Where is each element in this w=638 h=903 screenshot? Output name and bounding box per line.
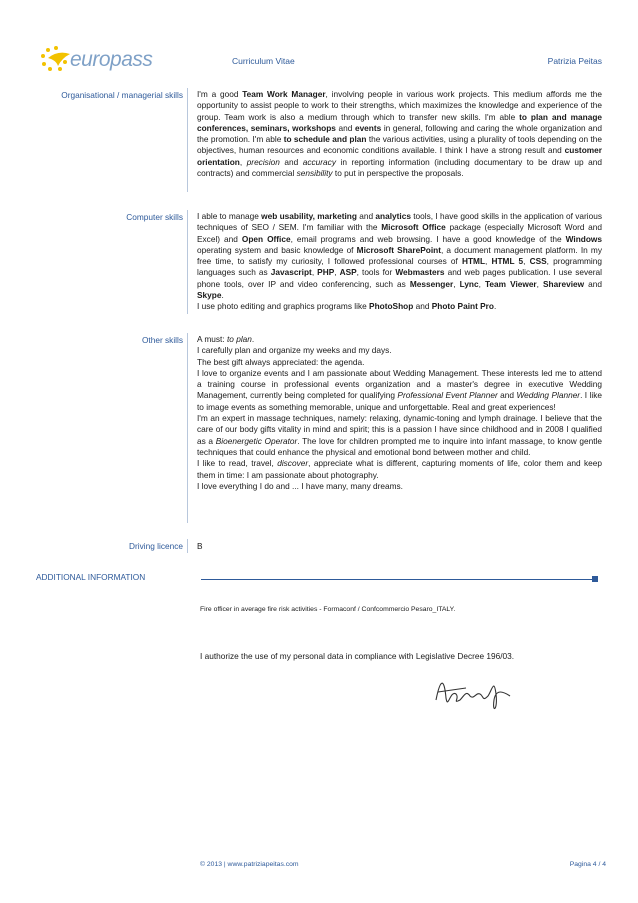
section-divider: [187, 88, 188, 192]
driving-licence-value: B: [197, 541, 203, 551]
footer-copyright: © 2013 | www.patriziapeitas.com: [200, 861, 299, 868]
additional-info-rule: [201, 579, 595, 580]
header-title: Curriculum Vitae: [232, 56, 295, 66]
computer-skills-text: I able to manage web usability, marketing and analytics tools, I have good skills in the application of various techniques of SEO / SEM. I'm familiar with the Microsoft Office package (especially Microsoft Word and Excel) and Open Office, email programs and web browsing. I have a good knowledge of the Windows operating system and basic knowledge of Microsoft SharePoint, a document management platform. In my free time, to satisfy my curiosity, I followed professional courses of HTML, HTML 5, CSS, programming languages such as Javascript, PHP, ASP, tools for Webmasters and web pages publication. I use several phone tools, over IP and video conferencing, such as Messenger, Lync, Team Viewer, Shareview and Skype. I use photo editing and graphics programs like PhotoShop and Photo Paint Pro.: [197, 211, 602, 312]
additional-info-heading: ADDITIONAL INFORMATION: [36, 572, 146, 582]
header-name: Patrizia Peitas: [547, 56, 602, 66]
section-divider: [187, 210, 188, 314]
org-skills-label: Organisational / managerial skills: [61, 90, 183, 100]
computer-skills-label: Computer skills: [126, 212, 183, 222]
europass-logo-text: europass: [70, 48, 153, 71]
org-skills-text: I'm a good Team Work Manager, involving people in various work projects. This medium affords me the opportunity to assist people to work to their strengths, which maximizes the knowledge and experience of the group. Team work is also a medium through which to transfer new skills. I'm able to plan and manage conferences, seminars, workshops and events in general, following and caring the whole organization and the promotion. I'm able to schedule and plan the various activities, using a plurality of tools depending on the objectives, human resources and economic conditions available. I think I have a strong result and customer orientation, precision and accuracy in reporting information (including documentary to be draw up and contracts) and commercial sensibility to put in perspective the proposals.: [197, 89, 602, 179]
additional-info-rule-end: [592, 576, 598, 582]
fire-officer-text: Fire officer in average fire risk activities - Formaconf / Confcommercio Pesaro_ITALY.: [200, 606, 456, 613]
footer-page-number: Pagina 4 / 4: [569, 861, 606, 868]
other-skills-text: A must: to plan. I carefully plan and organize my weeks and my days. The best gift always appreciated: the agenda. I love to organize events and I am passionate about Wedding Management. These interests led me to attend a training course in professional events organization and a master's degree in executive Wedding Management, currently being completed for qualifying Professional Event Planner and Wedding Planner. I like to image events as something memorable, unique and unforgettable. Real and great experiences! I'm an expert in massage techniques, namely: relaxing, dynamic-toning and lymph drainage. I believe that the care of our body gifts vitality in mind and spirit; this is a passion I have since childhood and in 2008 I qualified as a Bioenergetic Operator. The love for children prompted me to inquire into infant massage, to know gentle techniques that could enhance the physical and emotional bond between mother and child. I like to read, travel, discover, appreciate what is different, capturing moments of life, color them and keep them in time: I am passionate about photography. I love everything I do and ... I have many, many dreams.: [197, 334, 602, 491]
section-divider: [187, 539, 188, 553]
section-divider: [187, 333, 188, 523]
driving-licence-label: Driving licence: [129, 541, 183, 551]
signature: [430, 670, 520, 718]
privacy-authorization-text: I authorize the use of my personal data in compliance with Legislative Decree 196/03.: [200, 651, 515, 661]
other-skills-label: Other skills: [141, 335, 183, 345]
